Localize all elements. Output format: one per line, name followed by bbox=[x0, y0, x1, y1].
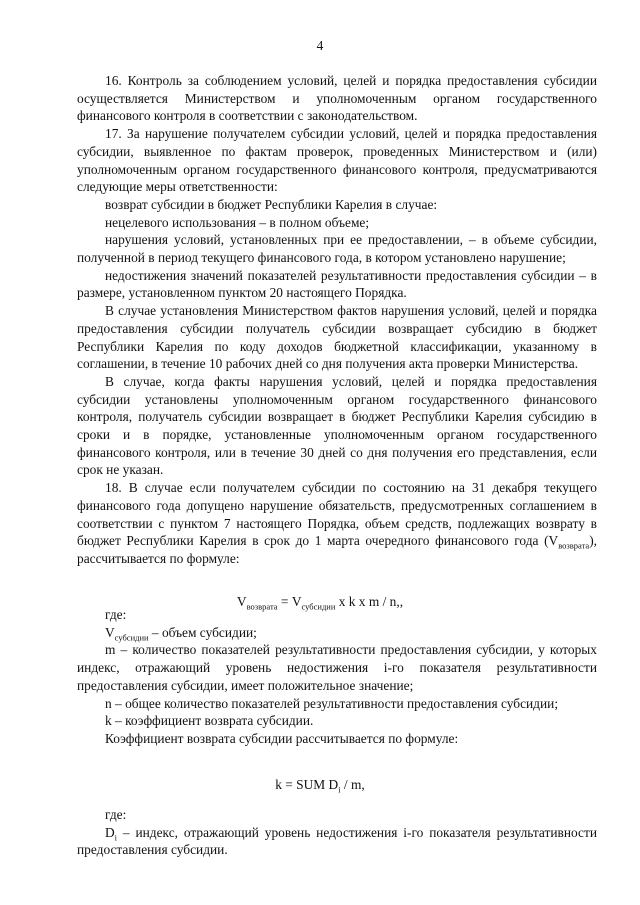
paragraph-18-subscript: возврата bbox=[558, 540, 590, 551]
paragraph-violation-conditions: нарушения условий, установленных при ее предоставлении, – в объеме субсидии, полученной в период текущего финансового года, в котором установлено нарушение; bbox=[77, 232, 597, 266]
where-label: где: bbox=[105, 607, 127, 622]
text-block-index bbox=[77, 806, 597, 859]
paragraph-ministry-violation: В случае установления Министерством фактов нарушения условий, целей и порядка предоставления субсидии получатель субсидии возвращает субсидию в бюджет Республики Карелия по коду доходов бюджетной классификации, указанному в соглашении, в течение 10 рабочих дней со дня получения акта проверки Министерства. bbox=[77, 303, 597, 372]
where-label-2: где: bbox=[105, 807, 127, 822]
definition-n: n – общее количество показателей результативности предоставления субсидии; bbox=[105, 695, 559, 711]
paragraph-18-tail: ), рассчитывается по формуле: bbox=[77, 533, 597, 566]
formula-coefficient: k = SUM $D_i$ / m, bbox=[275, 777, 365, 795]
paragraph-control-body-violation: В случае, когда факты нарушения условий, целей и порядка предоставления субсидии установлены уполномоченным органом государственного финансового контроля, получатель субсидии возвращает в бюджет Республики Карелия субсидию в сроки и в порядке, установленные уполномоченным органом государственного финансового контроля, или в течение 30 дней со дня получения его представления, если срок не указан. bbox=[77, 373, 597, 478]
definition-v-subsidy: $V_{субсидии}$ – объем субсидии; bbox=[105, 624, 257, 643]
paragraph-18 bbox=[77, 479, 597, 568]
paragraph-18-text: 18. В случае если получателем субсидии по состоянию на 31 декабря текущего финансового года допущено нарушение обязательств, предусмотренных соглашением в соответствии с пунктом 7 настоящего Порядка, объем средств, подлежащих возврату в бюджет Республики Карелия в срок до 1 марта очередного финансового года (V bbox=[77, 480, 597, 549]
paragraph-17: 17. За нарушение получателем субсидии условий, целей и порядка предоставления субсидии, выявленное по фактам проверок, проведенных Министерством и (или) уполномоченным органом государственного финансового контроля, предусматриваются следующие меры ответственности: bbox=[77, 126, 597, 195]
paragraph-16: 16. Контроль за соблюдением условий, целей и порядка предоставления субсидии осуществляется Министерством и уполномоченным органом государственного финансового контроля в соответствии с законодательством. bbox=[77, 73, 597, 124]
paragraph-return-cases: возврат субсидии в бюджет Республики Карелия в случае: bbox=[105, 196, 438, 212]
text-block-definitions bbox=[77, 606, 597, 748]
page-number: 4 bbox=[316, 38, 324, 53]
paragraph-indicators: недостижения значений показателей результативности предоставления субсидии – в размере, установленном пунктом 20 настоящего Порядка. bbox=[77, 267, 597, 301]
formula-return-amount: $V_{возврата} = V_{субсидии}$ x k x m / n,, bbox=[236, 594, 404, 612]
definition-m: m – количество показателей результативности предоставления субсидии, у которых индекс, отражающий уровень недостижения i-го показателя результативности предоставления субсидии, имеет положительное значение; bbox=[77, 642, 597, 693]
coefficient-intro: Коэффициент возврата субсидии рассчитывается по формуле: bbox=[105, 730, 459, 746]
definition-k: k – коэффициент возврата субсидии. bbox=[105, 713, 314, 729]
definition-d-index: $D_i$ – индекс, отражающий уровень недостижения i-го показателя результативности предоставления субсидии. bbox=[77, 824, 597, 858]
text-block-main bbox=[77, 72, 597, 568]
paragraph-misuse: нецелевого использования – в полном объеме; bbox=[105, 214, 370, 230]
